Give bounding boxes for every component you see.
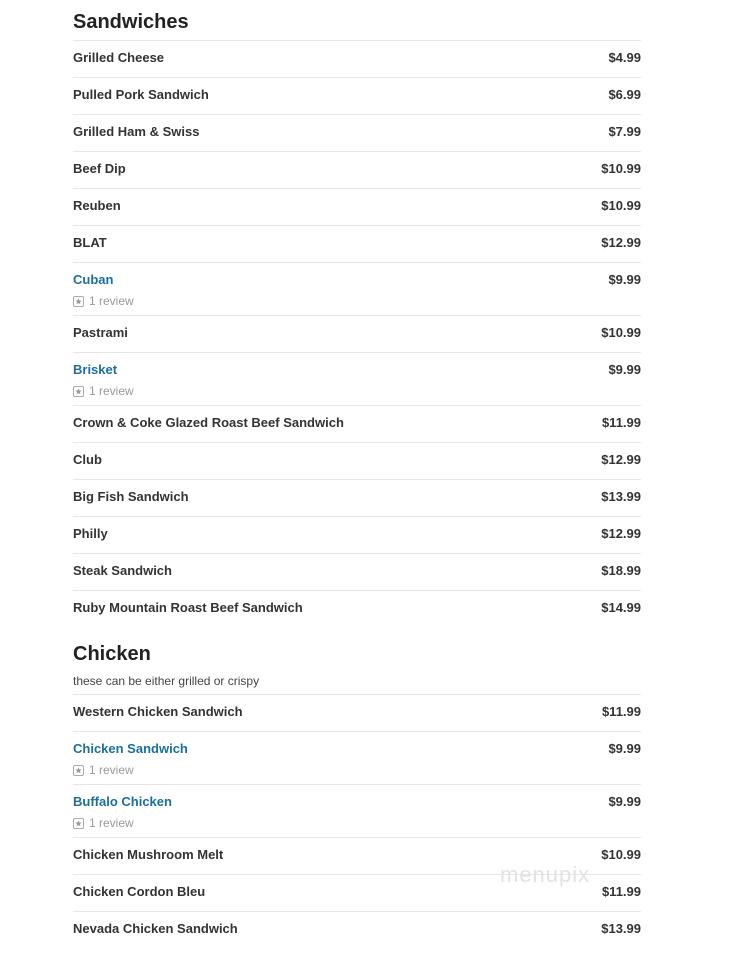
item-list <box>73 40 641 627</box>
review-link[interactable] <box>73 815 134 831</box>
item-price: $10.99 <box>601 325 641 340</box>
menu-item-pastrami <box>73 315 641 352</box>
menu-item-beef-dip <box>73 151 641 188</box>
item-name: Club <box>73 452 102 467</box>
item-name: BLAT <box>73 235 107 250</box>
review-link[interactable] <box>73 293 134 309</box>
menu-item-grilled-ham-and-swiss <box>73 114 641 151</box>
item-price: $11.99 <box>601 704 641 719</box>
item-name: Nevada Chicken Sandwich <box>73 921 238 936</box>
item-price: $9.99 <box>608 794 641 809</box>
item-name: Chicken Cordon Bleu <box>73 884 206 899</box>
item-name: Grilled Ham & Swiss <box>73 124 200 139</box>
section-title: Chicken <box>73 643 151 665</box>
review-count: 1 review <box>89 294 134 308</box>
menu-item-grilled-cheese <box>73 40 641 77</box>
item-price: $13.99 <box>601 921 641 936</box>
review-count: 1 review <box>89 763 134 777</box>
item-price: $14.99 <box>601 600 641 615</box>
section-title: Sandwiches <box>73 11 189 33</box>
menu-item-ruby-mountain-roast-beef-sandwich <box>73 590 641 627</box>
review-star-icon <box>73 296 84 307</box>
menu-item-cuban[interactable] <box>73 262 641 315</box>
item-price: $9.99 <box>608 272 641 287</box>
menu-item-pulled-pork-sandwich <box>73 77 641 114</box>
item-name: Philly <box>73 526 108 541</box>
item-price: $9.99 <box>608 741 641 756</box>
item-name[interactable]: Buffalo Chicken <box>73 794 172 809</box>
menu-item-chicken-sandwich[interactable] <box>73 731 641 784</box>
item-name: Steak Sandwich <box>73 563 172 578</box>
item-name[interactable]: Chicken Sandwich <box>73 741 188 756</box>
item-name: Reuben <box>73 198 121 213</box>
item-price: $10.99 <box>601 161 641 176</box>
review-link[interactable] <box>73 383 134 399</box>
menu-item-buffalo-chicken[interactable] <box>73 784 641 837</box>
review-count: 1 review <box>89 384 134 398</box>
watermark-logo: menupix <box>500 862 591 887</box>
item-name: Ruby Mountain Roast Beef Sandwich <box>73 600 303 615</box>
item-name[interactable]: Cuban <box>73 272 114 287</box>
review-link[interactable] <box>73 762 134 778</box>
menu-item-steak-sandwich <box>73 553 641 590</box>
item-price: $10.99 <box>601 847 641 862</box>
menu-section-chicken <box>73 642 641 948</box>
menu-section-sandwiches <box>73 10 641 627</box>
review-count: 1 review <box>89 816 134 830</box>
item-price: $18.99 <box>601 563 641 578</box>
menu-item-reuben <box>73 188 641 225</box>
menu-item-crown-and-coke-glazed-roast-beef-sandwich <box>73 405 641 442</box>
item-price: $7.99 <box>608 124 641 139</box>
item-name: Beef Dip <box>73 161 126 176</box>
menu-item-nevada-chicken-sandwich <box>73 911 641 948</box>
item-price: $11.99 <box>601 415 641 430</box>
item-price: $12.99 <box>601 526 641 541</box>
item-name: Western Chicken Sandwich <box>73 704 243 719</box>
menu-item-club <box>73 442 641 479</box>
menu-item-blat <box>73 225 641 262</box>
item-name: Chicken Mushroom Melt <box>73 847 224 862</box>
item-price: $13.99 <box>601 489 641 504</box>
item-list <box>73 694 641 948</box>
item-price: $12.99 <box>601 452 641 467</box>
item-price: $11.99 <box>601 884 641 899</box>
item-price: $6.99 <box>608 87 641 102</box>
menu-item-philly <box>73 516 641 553</box>
item-price: $12.99 <box>601 235 641 250</box>
review-star-icon <box>73 386 84 397</box>
item-price: $10.99 <box>601 198 641 213</box>
item-name[interactable]: Brisket <box>73 362 118 377</box>
review-star-icon <box>73 765 84 776</box>
item-price: $9.99 <box>608 362 641 377</box>
menu-item-western-chicken-sandwich <box>73 694 641 731</box>
item-name: Crown & Coke Glazed Roast Beef Sandwich <box>73 415 344 430</box>
section-subtitle: these can be either grilled or crispy <box>73 674 260 688</box>
menu-item-big-fish-sandwich <box>73 479 641 516</box>
menu-item-brisket[interactable] <box>73 352 641 405</box>
item-price: $4.99 <box>608 50 641 65</box>
item-name: Big Fish Sandwich <box>73 489 189 504</box>
item-name: Pastrami <box>73 325 128 340</box>
item-name: Pulled Pork Sandwich <box>73 87 209 102</box>
item-name: Grilled Cheese <box>73 50 165 65</box>
review-star-icon <box>73 818 84 829</box>
